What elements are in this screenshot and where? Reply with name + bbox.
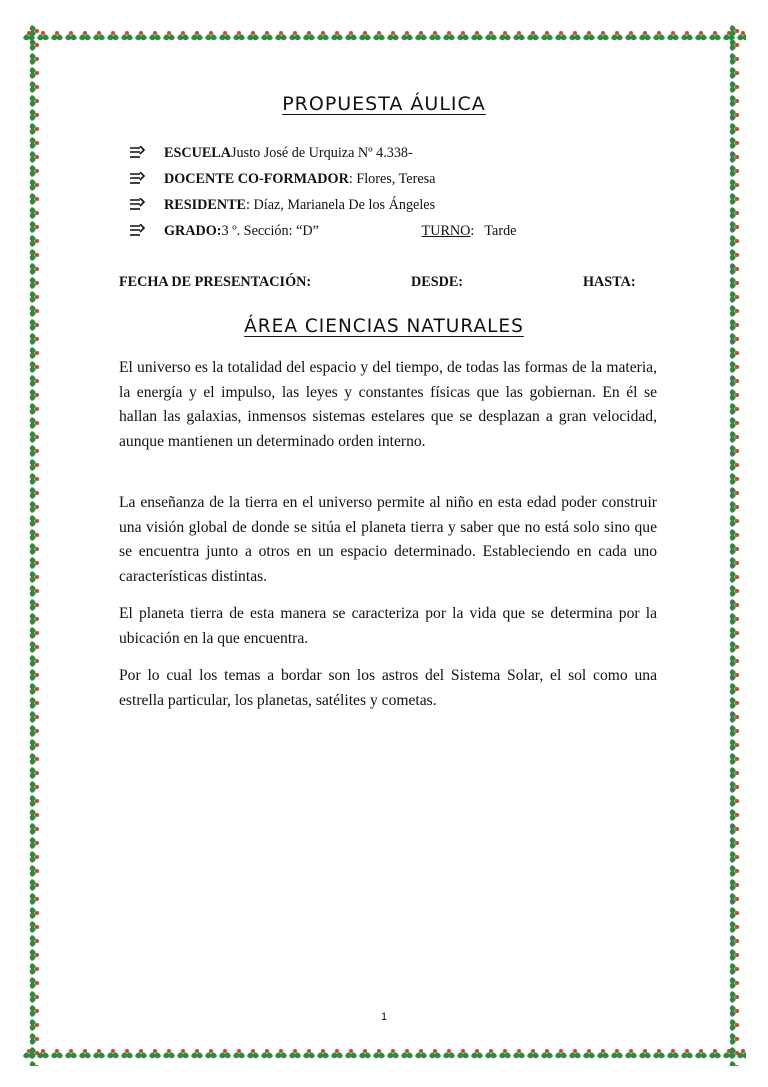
section-title: ÁREA CIENCIAS NATURALES	[244, 316, 524, 337]
page-number: 1	[380, 1011, 388, 1023]
paragraph: La enseñanza de la tierra en el universo permite al niño en esta edad poder construir una visión global de donde se sitúa el planeta tierra y saber que no está solo sino que se encuentra junto a otros en un espacio determinado. Estableciendo en cada uno características distintas.	[119, 494, 657, 585]
holly-border-left-icon	[22, 24, 46, 1066]
hasta-label: HASTA:	[583, 274, 636, 290]
desde-label: DESDE:	[411, 274, 464, 290]
escuela-label: ESCUELA	[164, 144, 232, 161]
double-arrow-bullet-icon	[128, 172, 150, 186]
turno-separator: :	[470, 222, 475, 239]
grado-value: 3 º. Sección: “D”	[221, 222, 319, 239]
double-arrow-bullet-icon	[128, 146, 150, 160]
info-item-residente	[128, 192, 688, 218]
double-arrow-bullet-icon	[128, 198, 150, 212]
holly-border-right-icon	[722, 24, 746, 1066]
paragraph: El universo es la totalidad del espacio y del tiempo, de todas las formas de la materia, la energía y el impulso, las leyes y constantes físicas que las gobiernan. En él se hallan las galaxias, inmensos sistemas estelares que se desplazan a gran velocidad, aunque mantienen un determinado orden interno.	[119, 359, 657, 450]
info-list	[128, 140, 688, 244]
escuela-value: Justo José de Urquiza Nº 4.338-	[231, 144, 413, 161]
residente-label: RESIDENTE	[164, 196, 247, 213]
info-item-grado	[128, 218, 688, 244]
paragraph: Por lo cual los temas a bordar son los astros del Sistema Solar, el sol como una estrella particular, los planetas, satélites y cometas.	[119, 667, 657, 709]
fecha-presentacion-label: FECHA DE PRESENTACIÓN:	[119, 274, 312, 290]
residente-value: : Díaz, Marianela De los Ángeles	[246, 196, 436, 213]
info-item-docente	[128, 166, 688, 192]
double-arrow-bullet-icon	[128, 224, 150, 238]
page-title: PROPUESTA ÁULICA	[282, 93, 486, 115]
grado-label: GRADO:	[164, 222, 222, 239]
paragraph: El planeta tierra de esta manera se caracteriza por la vida que se determina por la ubicación en la que encuentra.	[119, 605, 657, 647]
turno-value: Tarde	[484, 222, 517, 239]
holly-border-bottom-icon	[22, 1042, 746, 1066]
turno-label: TURNO	[421, 222, 471, 239]
docente-label: DOCENTE CO-FORMADOR	[164, 170, 349, 187]
holly-border-top-icon	[22, 24, 746, 48]
info-item-escuela	[128, 140, 688, 166]
docente-value: : Flores, Teresa	[348, 170, 436, 187]
